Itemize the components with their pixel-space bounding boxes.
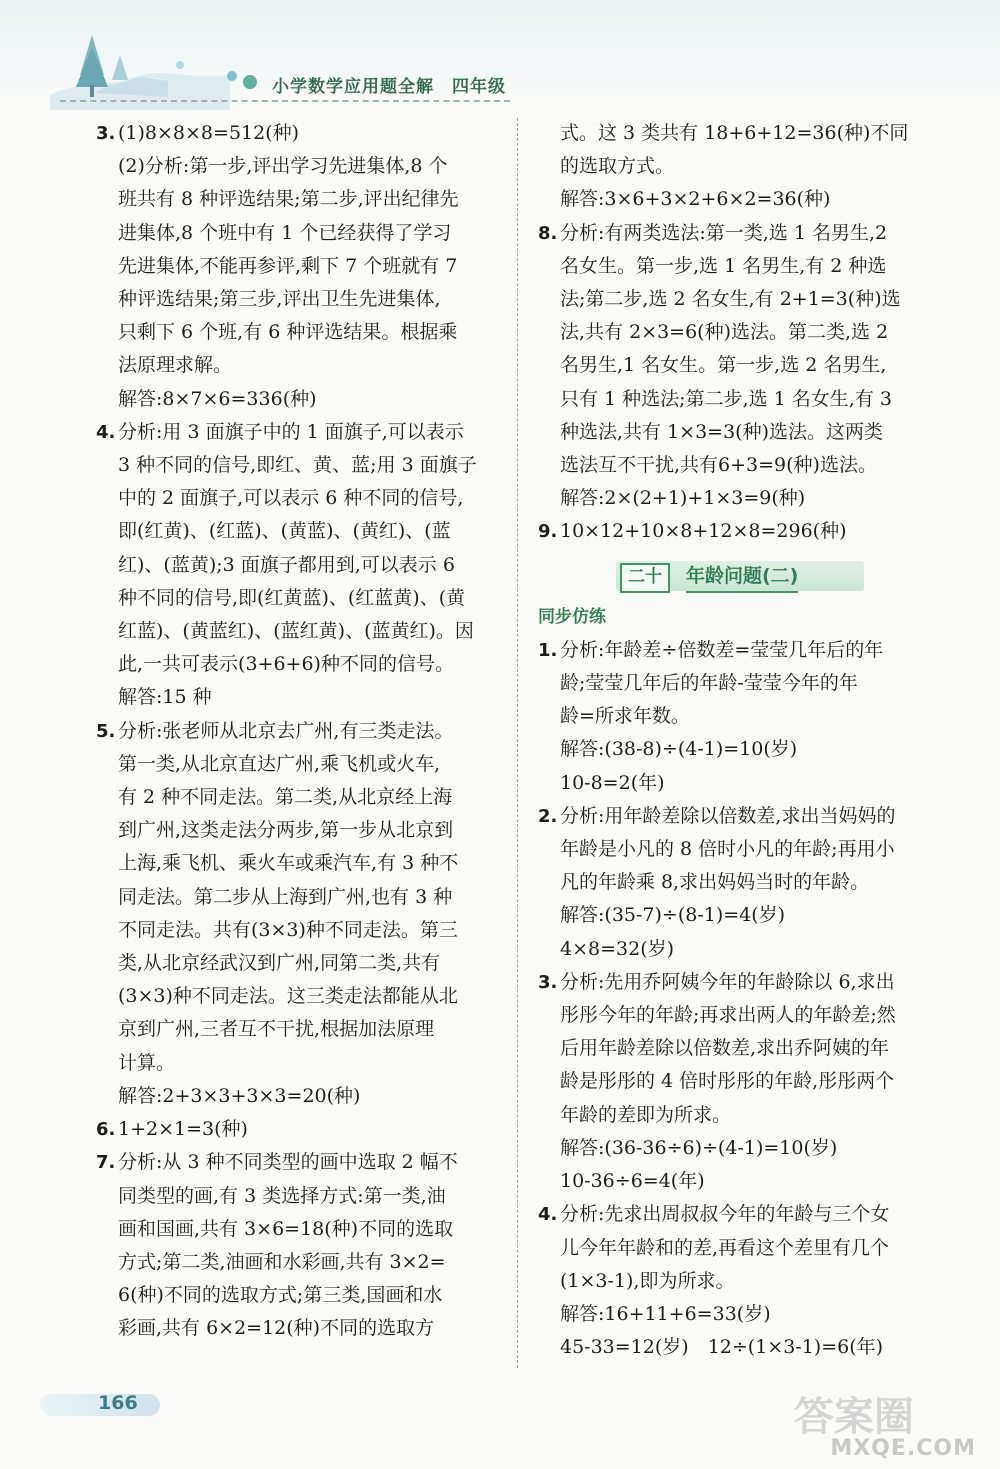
text-line: 名男生,1 名女生。第一步,选 2 名男生, (560, 354, 887, 377)
text-line: 10-8=2(年) (560, 771, 665, 794)
question-number: 3. (96, 123, 116, 144)
answer-block (538, 733, 950, 799)
text-line: 10-36÷6=4(年) (560, 1170, 705, 1193)
answer-block (96, 1080, 504, 1113)
text-line: 种评选结果;第三步,评出卫生先进集体, (118, 288, 441, 311)
text-line: 法;第二步,选 2 名女生,有 2+1=3(种)选 (560, 288, 901, 311)
question-number: 7. (96, 1152, 116, 1174)
header-dots (226, 70, 266, 90)
text-line: 式。这 3 类共有 18+6+12=36(种)不同 (560, 122, 909, 144)
text-line: 名女生。第一步,选 1 名男生,有 2 种选 (560, 254, 887, 277)
text-line: 解答:8×7×6=336(种) (118, 387, 317, 410)
question-item (96, 715, 504, 1080)
text-line: 解答:2×(2+1)+1×3=9(种) (560, 487, 806, 510)
column-divider (517, 118, 518, 1368)
header-divider (60, 100, 510, 104)
practice-subheading: 同步仿练 (538, 606, 606, 627)
text-line: 分析:从 3 种不同类型的画中选取 2 幅不 (118, 1151, 458, 1174)
text-line: 方式;第二类,油画和水彩画,共有 3×2= (118, 1250, 446, 1273)
text-line: 彩画,共有 6×2=12(种)不同的选取方 (118, 1317, 435, 1340)
text-line: 法原理求解。 (118, 354, 233, 377)
text-line: 种选法,共有 1×3=3(种)选法。这两类 (560, 420, 884, 443)
text-line: 此,一共可表示(3+6+6)种不同的信号。 (118, 653, 454, 676)
text-line: 只有 1 种选法;第二步,选 1 名女生,有 3 (560, 387, 892, 410)
watermark-logo (754, 1390, 954, 1440)
watermark (732, 1390, 982, 1465)
text-line: 10×12+10×8+12×8=296(种) (560, 520, 847, 543)
text-line: 的选取方式。 (560, 155, 675, 178)
watermark-logo-text: 答案圈 (794, 1394, 914, 1440)
text-line: 解答:2+3×3+3×3=20(种) (118, 1084, 361, 1107)
question-number: 5. (96, 720, 116, 742)
text-line: 45-33=12(岁) 12÷(1×3-1)=6(年) (560, 1336, 884, 1359)
text-line: 年龄是小凡的 8 倍时小凡的年龄;再用小 (560, 838, 895, 861)
text-line: 中的 2 面旗子,可以表示 6 种不同的信号, (118, 487, 464, 510)
text-line: 分析:用年龄差除以倍数差,求出当妈妈的 (560, 804, 896, 827)
text-line: 同类型的画,有 3 类选择方式:第一类,油 (118, 1184, 446, 1207)
text-line: 分析:年龄差÷倍数差=莹莹几年后的年 (560, 638, 884, 661)
text-line: 分析:先用乔阿姨今年的年龄除以 6,求出 (560, 970, 895, 993)
text-line: 后用年龄差除以倍数差,求出乔阿姨的年 (560, 1037, 890, 1060)
text-line: 彤彤今年的年龄;再求出两人的年龄差;然 (560, 1004, 896, 1027)
continued-text (96, 150, 504, 382)
answer-block (538, 1298, 950, 1364)
answer-block (538, 482, 950, 515)
text-line: 上海,乘飞机、乘火车或乘汽车,有 3 种不 (118, 852, 459, 875)
text-line: 只剩下 6 个班,有 6 种评选结果。根据乘 (118, 321, 458, 344)
text-line: 解答:3×6+3×2+6×2=36(种) (560, 188, 831, 211)
question-item (96, 117, 504, 150)
text-line: 分析:有两类选法:第一类,选 1 名男生,2 (560, 221, 888, 244)
text-line: 到广州,这类走法分两步,第一步从北京到 (118, 819, 454, 842)
text-line: 有 2 种不同走法。第二类,从北京经上海 (118, 786, 453, 809)
left-column (96, 117, 504, 1346)
text-line: 解答:(36-36÷6)÷(4-1)=10(岁) (560, 1136, 838, 1159)
text-line: 解答:16+11+6=33(岁) (560, 1302, 771, 1325)
text-line: 红蓝)、(黄蓝红)、(蓝红黄)、(蓝黄红)。因 (118, 620, 474, 643)
text-line: 选法互不干扰,共有6+3=9(种)选法。 (560, 454, 877, 477)
text-line: 龄=所求年数。 (560, 705, 690, 728)
header-tree-illustration (40, 25, 240, 110)
book-title (272, 72, 506, 97)
grade-label: 四年级 (452, 77, 506, 97)
text-line: 同走法。第二步从上海到广州,也有 3 种 (118, 885, 453, 908)
text-line: 年龄的差即为所求。 (560, 1103, 732, 1126)
section-heading (538, 555, 950, 599)
text-line: 分析:先求出周叔叔今年的年龄与三个女 (560, 1203, 890, 1226)
answer-block (538, 899, 950, 965)
text-line: 龄;莹莹几年后的年龄-莹莹今年的年 (560, 672, 858, 695)
watermark-site: MXQE.COM (830, 1436, 976, 1461)
question-item (538, 515, 950, 548)
text-line: 京到广州,三者互不干扰,根据加法原理 (118, 1018, 435, 1041)
text-line: 解答:15 种 (118, 686, 212, 709)
text-line: 种不同的信号,即(红黄蓝)、(红蓝黄)、(黄 (118, 586, 466, 609)
answer-block (96, 681, 504, 714)
text-line: 凡的年龄乘 8,求出妈妈当时的年龄。 (560, 871, 870, 894)
text-line: 分析:用 3 面旗子中的 1 面旗子,可以表示 (118, 420, 464, 443)
question-item (538, 217, 950, 483)
section-number: 二十 (620, 563, 670, 593)
answer-block (538, 117, 950, 217)
question-item (538, 966, 950, 1132)
text-line: 解答:(38-8)÷(4-1)=10(岁) (560, 738, 798, 761)
text-line: 分析:张老师从北京去广州,有三类走法。 (118, 719, 454, 742)
question-number: 8. (538, 222, 558, 244)
question-number: 4. (96, 421, 116, 443)
page-number: 166 (98, 1392, 138, 1414)
text-line: 即(红黄)、(红蓝)、(黄蓝)、(黄红)、(蓝 (118, 520, 451, 543)
question-number: 1. (538, 639, 558, 661)
question-item (538, 800, 950, 900)
text-line: 龄是彤彤的 4 倍时彤彤的年龄,彤彤两个 (560, 1070, 895, 1093)
section-title-text: 年龄问题(二) (686, 561, 798, 593)
text-line: 画和国画,共有 3×6=18(种)不同的选取 (118, 1217, 454, 1240)
text-line: 红)、(蓝黄);3 面旗子都用到,可以表示 6 (118, 553, 455, 576)
question-number: 6. (96, 1119, 116, 1141)
text-line: 类,从北京经武汉到广州,同第二类,共有 (118, 952, 441, 975)
text-line: 4×8=32(岁) (560, 937, 675, 960)
text-line: 计算。 (118, 1051, 176, 1074)
text-line: 班共有 8 种评选结果;第二步,评出纪律先 (118, 188, 459, 211)
text-line: 法,共有 2×3=6(种)选法。第二类,选 2 (560, 321, 889, 344)
text-line: (1×3-1),即为所求。 (560, 1269, 735, 1292)
question-item (538, 634, 950, 734)
question-number: 2. (538, 805, 558, 827)
text-line: (1)8×8×8=512(种) (118, 122, 300, 144)
text-line: 解答:(35-7)÷(8-1)=4(岁) (560, 904, 786, 927)
question-item (96, 1146, 504, 1345)
text-line: (2)分析:第一步,评出学习先进集体,8 个 (118, 155, 448, 178)
text-line: 先进集体,不能再参评,剩下 7 个班就有 7 (118, 254, 458, 277)
answer-block (96, 383, 504, 416)
question-number: 4. (538, 1204, 558, 1226)
text-line: (3×3)种不同走法。这三类走法都能从北 (118, 985, 458, 1008)
question-number: 3. (538, 971, 558, 993)
book-title-text: 小学数学应用题全解 (272, 77, 434, 97)
question-item (96, 416, 504, 682)
right-column (538, 117, 950, 1364)
answer-block (538, 1132, 950, 1198)
text-line: 第一类,从北京直达广州,乘飞机或火车, (118, 752, 441, 775)
text-line: 6(种)不同的选取方式;第三类,国画和水 (118, 1284, 443, 1307)
question-item (96, 1113, 504, 1146)
question-item (538, 1198, 950, 1298)
text-line: 3 种不同的信号,即红、黄、蓝;用 3 面旗子 (118, 454, 477, 477)
text-line: 进集体,8 个班中有 1 个已经获得了学习 (118, 221, 452, 244)
page-number-badge (40, 1388, 170, 1422)
text-line: 1+2×1=3(种) (118, 1118, 248, 1141)
text-line: 儿今年年龄和的差,再看这个差里有几个 (560, 1236, 890, 1259)
text-line: 不同走法。共有(3×3)种不同走法。第三 (118, 918, 458, 941)
question-number: 9. (538, 521, 558, 543)
